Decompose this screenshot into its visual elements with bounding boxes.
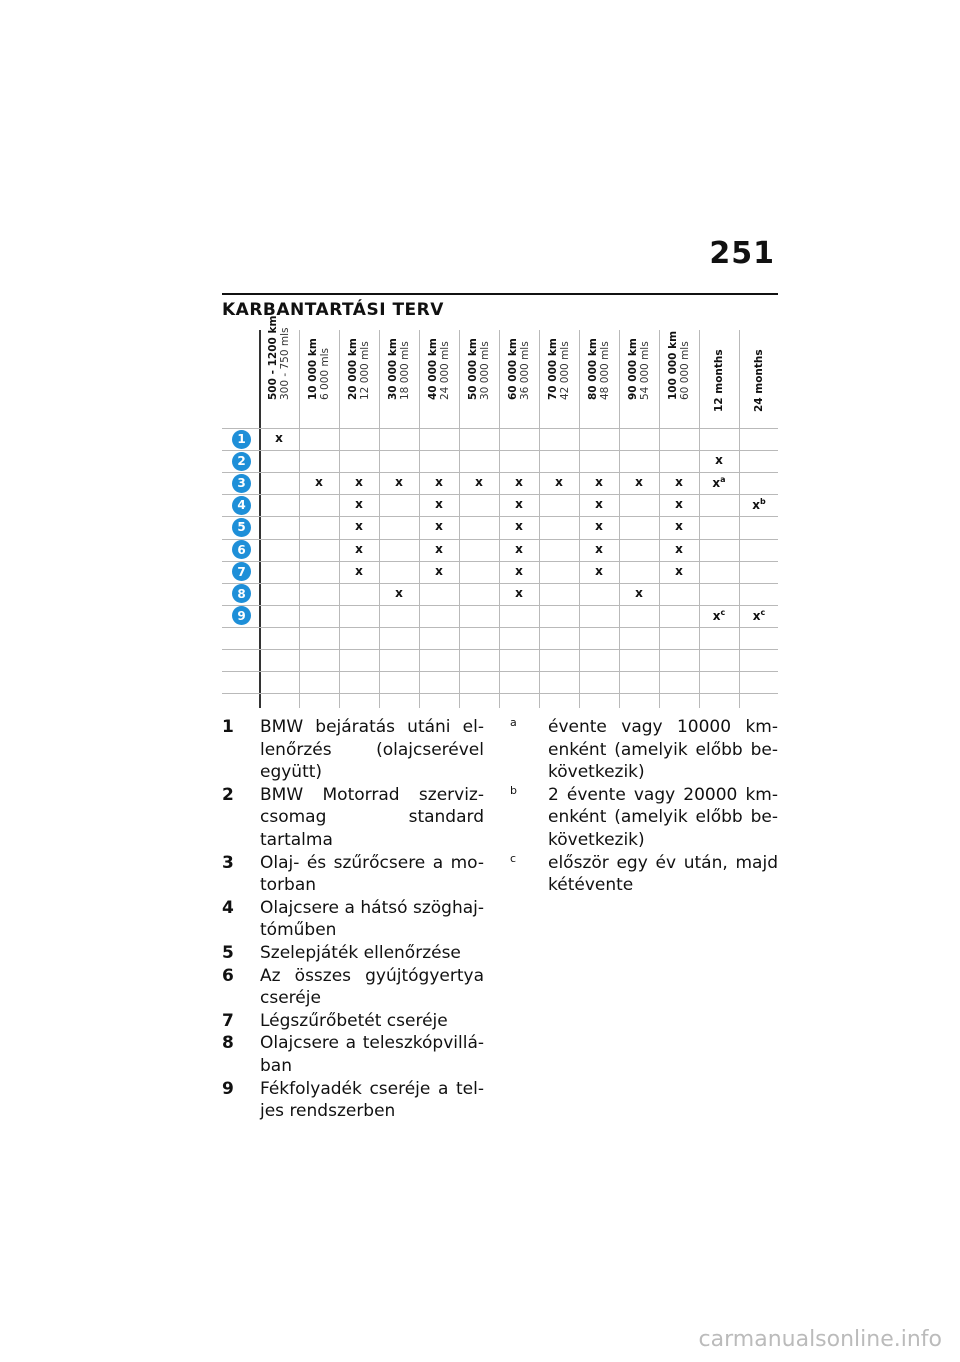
column-header-km: 500 - 1200 km <box>267 315 279 400</box>
footnote-list <box>510 716 778 897</box>
schedule-mark: x <box>355 519 363 534</box>
row-number-badge: 5 <box>232 518 251 537</box>
column-header <box>499 330 539 428</box>
grid-hline <box>222 516 778 517</box>
column-header <box>379 330 419 428</box>
schedule-mark: x <box>595 541 603 556</box>
column-header-mls: 60 000 mls <box>679 341 691 400</box>
column-header <box>659 330 699 428</box>
legend-item <box>222 1010 484 1033</box>
schedule-mark: x <box>595 519 603 534</box>
section-title: KARBANTARTÁSI TERV <box>222 300 444 320</box>
legend-text: Légszűrőbetét cseréje <box>260 1010 448 1031</box>
column-header <box>699 330 739 428</box>
legend-text: BMW bejáratás utáni el-lenőrzés (olajcserével együtt) <box>260 717 484 783</box>
schedule-mark: x <box>515 475 523 490</box>
legend-number: 4 <box>222 897 234 918</box>
legend-item <box>222 942 484 965</box>
column-header <box>339 330 379 428</box>
schedule-mark: $x^c$ <box>712 607 726 623</box>
schedule-mark: x <box>515 497 523 512</box>
legend-item <box>222 852 484 897</box>
legend-number: 3 <box>222 852 234 873</box>
grid-hline <box>222 494 778 495</box>
column-header-mls: 12 000 mls <box>359 341 371 400</box>
column-header-km: 60 000 km <box>507 338 519 400</box>
schedule-mark: x <box>355 541 363 556</box>
schedule-mark: x <box>435 519 443 534</box>
schedule-mark: x <box>675 519 683 534</box>
footnote-ref: c <box>720 607 726 617</box>
schedule-mark: x <box>675 563 683 578</box>
column-header <box>739 330 779 428</box>
legend-text: Az összes gyújtógyertya cseréje <box>260 965 484 1009</box>
footnote-mark: a <box>510 716 517 729</box>
column-header <box>539 330 579 428</box>
legend-item <box>222 897 484 942</box>
schedule-mark: x <box>275 431 283 445</box>
legend-number: 2 <box>222 784 234 805</box>
legend-text: Olajcsere a hátsó szöghaj-tóműben <box>260 897 484 941</box>
column-header-km: 30 000 km <box>387 338 399 400</box>
schedule-mark: x <box>595 563 603 578</box>
column-header-km: 20 000 km <box>347 338 359 400</box>
schedule-mark: x <box>315 475 323 490</box>
schedule-mark: x <box>675 541 683 556</box>
schedule-mark: x <box>395 475 403 490</box>
schedule-mark: $x^b$ <box>752 497 766 513</box>
schedule-mark: x <box>355 497 363 512</box>
legend-number: 1 <box>222 717 234 737</box>
legend-number: 7 <box>222 1010 234 1031</box>
legend-text: BMW Motorrad szerviz-csomag standard tartalma <box>260 784 484 850</box>
schedule-mark: x <box>435 497 443 512</box>
schedule-mark: $x^a$ <box>712 475 726 491</box>
column-header <box>419 330 459 428</box>
schedule-mark: x <box>515 541 523 556</box>
grid-hline <box>222 605 778 606</box>
footnote-item <box>510 716 778 784</box>
footnote-text: évente vagy 10000 km-enként (amelyik előbb be-következik) <box>548 717 778 783</box>
maintenance-schedule-table <box>222 315 778 708</box>
column-header-km: 100 000 km <box>667 330 679 400</box>
grid-hline <box>222 693 778 694</box>
legend-text: Szelepjáték ellenőrzése <box>260 942 461 963</box>
row-number-badge: 4 <box>232 496 251 515</box>
footnote-mark: b <box>510 783 517 797</box>
column-header <box>459 330 499 428</box>
column-header-mls: 54 000 mls <box>639 341 651 400</box>
schedule-mark: x <box>515 563 523 578</box>
legend-number: 5 <box>222 942 234 963</box>
row-number-badge: 9 <box>232 606 251 625</box>
column-header <box>259 315 299 428</box>
footnote-item <box>510 852 778 897</box>
footnote-text: 2 évente vagy 20000 km-enként (amelyik előbb be-következik) <box>548 784 778 850</box>
schedule-mark: x <box>555 475 563 490</box>
column-header-km: 24 months <box>753 349 765 412</box>
schedule-mark: x <box>635 585 643 600</box>
schedule-mark: x <box>675 497 683 512</box>
grid-hline <box>222 539 778 540</box>
grid-hline <box>222 450 778 451</box>
legend-number: 6 <box>222 965 234 986</box>
column-header-km: 40 000 km <box>427 338 439 400</box>
schedule-mark: x <box>355 563 363 578</box>
legend-item <box>222 716 484 784</box>
schedule-mark: x <box>595 475 603 490</box>
schedule-mark: $x^c$ <box>752 607 766 623</box>
column-header-km: 10 000 km <box>307 338 319 400</box>
legend-text: Fékfolyadék cseréje a tel-jes rendszerben <box>260 1078 484 1122</box>
legend-item <box>222 965 484 1010</box>
grid-hline <box>222 428 778 429</box>
legend-number: 8 <box>222 1033 234 1054</box>
legend-text: Olaj- és szűrőcsere a mo-torban <box>260 852 484 896</box>
column-header-mls: 42 000 mls <box>559 341 571 400</box>
grid-hline <box>222 671 778 672</box>
footnote-ref: c <box>760 607 766 617</box>
column-header-mls: 48 000 mls <box>599 341 611 400</box>
schedule-mark: x <box>395 585 403 600</box>
grid-hline <box>222 561 778 562</box>
footnote-mark: c <box>510 851 517 865</box>
schedule-mark: x <box>435 475 443 490</box>
schedule-mark: x <box>715 453 723 468</box>
schedule-mark: x <box>475 475 483 490</box>
grid-hline <box>222 627 778 628</box>
legend-list <box>222 716 484 1123</box>
column-header <box>579 330 619 428</box>
row-number-badge: 1 <box>232 430 251 449</box>
column-header-km: 90 000 km <box>627 338 639 400</box>
column-header-mls: 18 000 mls <box>399 341 411 400</box>
row-number-badge: 7 <box>232 562 251 581</box>
schedule-mark: x <box>435 541 443 556</box>
column-header-km: 50 000 km <box>467 338 479 400</box>
column-header-mls: 30 000 mls <box>479 341 491 400</box>
schedule-mark: x <box>675 475 683 490</box>
footnote-ref: b <box>760 497 766 507</box>
row-number-badge: 8 <box>232 584 251 603</box>
column-header-km: 80 000 km <box>587 338 599 400</box>
watermark: carmanualsonline.info <box>698 1327 942 1352</box>
legend-item <box>222 1032 484 1077</box>
column-header <box>299 330 339 428</box>
column-header-mls: 24 000 mls <box>439 341 451 400</box>
grid-hline <box>222 583 778 584</box>
legend-text: Olajcsere a teleszkópvillá-ban <box>260 1033 484 1076</box>
column-header-mls: 300 - 750 mls <box>279 327 291 400</box>
column-header-km: 70 000 km <box>547 338 559 400</box>
schedule-mark: x <box>355 475 363 490</box>
footnote-text: először egy év után, majd kétévente <box>548 852 778 896</box>
schedule-mark: x <box>515 519 523 534</box>
column-header-mls: 6 000 mls <box>319 347 331 400</box>
schedule-mark: x <box>515 585 523 600</box>
column-header-mls: 36 000 mls <box>519 341 531 400</box>
header-rule <box>222 293 778 295</box>
schedule-mark: x <box>635 475 643 490</box>
column-header <box>619 330 659 428</box>
row-number-badge: 3 <box>232 474 251 493</box>
legend-number: 9 <box>222 1078 234 1099</box>
grid-hline <box>222 649 778 650</box>
footnote-ref: a <box>720 475 726 485</box>
row-number-badge: 6 <box>232 540 251 559</box>
legend-item <box>222 1078 484 1123</box>
legend-item <box>222 784 484 852</box>
schedule-mark: x <box>435 563 443 578</box>
row-number-badge: 2 <box>232 452 251 471</box>
schedule-mark: x <box>595 497 603 512</box>
page-number: 251 <box>709 236 775 271</box>
grid-hline <box>222 472 778 473</box>
footnote-item <box>510 784 778 852</box>
column-header-km: 12 months <box>713 349 725 412</box>
